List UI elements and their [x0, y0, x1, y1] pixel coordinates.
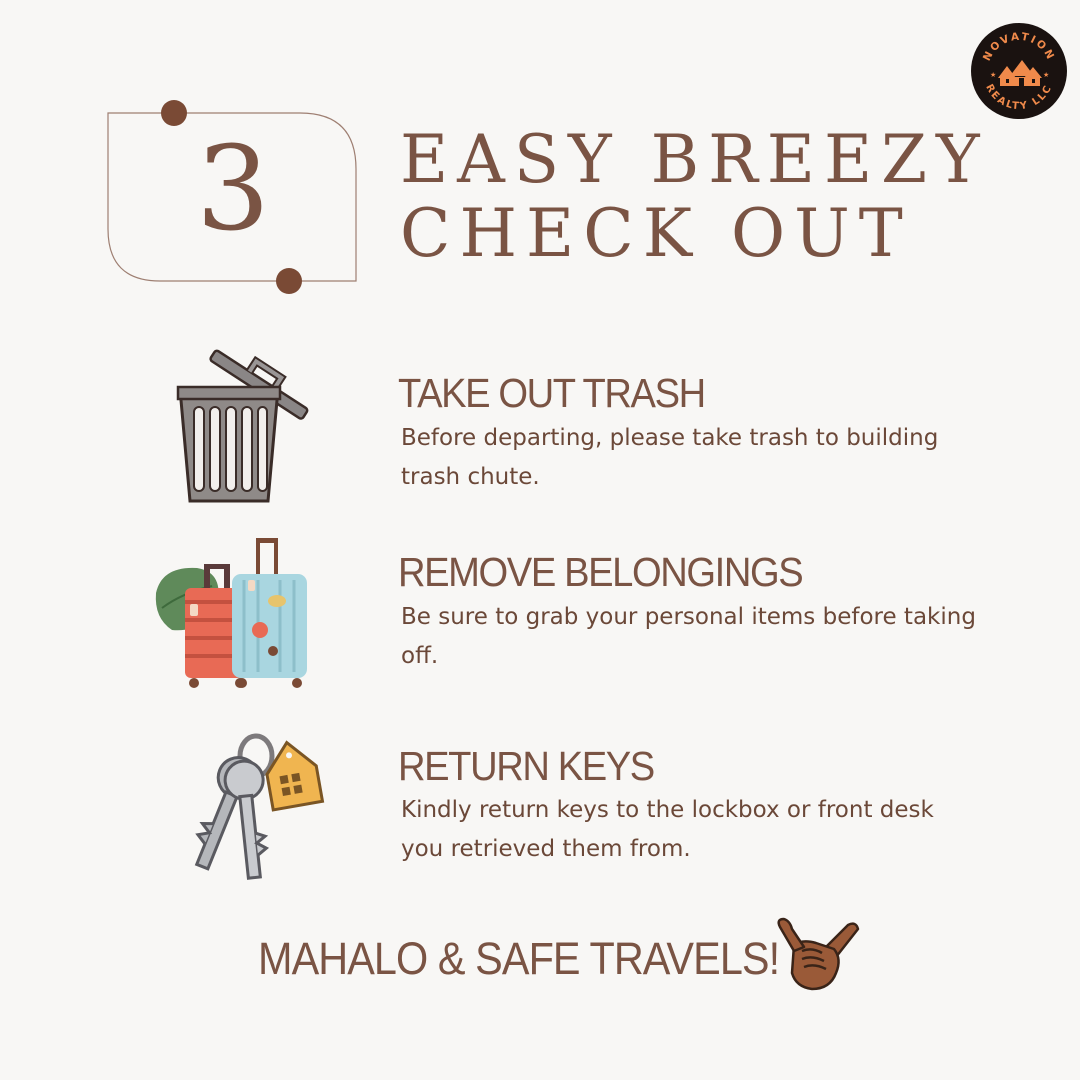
footer-message: MAHALO & SAFE TRAVELS! [258, 933, 780, 984]
svg-text:★: ★ [990, 71, 997, 79]
headline-line-2: CHECK OUT [400, 195, 912, 272]
luggage-icon [152, 538, 317, 690]
house-keys-icon [188, 728, 330, 886]
headline-line-1: EASY BREEZY [400, 121, 989, 198]
shaka-hand-icon [772, 915, 864, 995]
trash-can-icon [170, 335, 310, 510]
step-description-take-out-trash: Before departing, please take trash to building trash chute. [401, 425, 939, 490]
step-title-return-keys: RETURN KEYS [398, 743, 654, 789]
step-title-remove-belongings: REMOVE BELONGINGS [398, 549, 803, 595]
step-description-return-keys: Kindly return keys to the lockbox or front desk you retrieved them from. [401, 797, 934, 862]
svg-text:★: ★ [1043, 71, 1050, 79]
logo-top-text: NOVATION [980, 30, 1058, 64]
step-title-take-out-trash: TAKE OUT TRASH [398, 370, 705, 416]
step-count-number: 3 [196, 122, 270, 257]
company-logo [970, 22, 1068, 120]
logo-bottom-text: REALTY LLC [983, 82, 1055, 113]
step-description-remove-belongings: Be sure to grab your personal items before taking off. [401, 604, 976, 669]
